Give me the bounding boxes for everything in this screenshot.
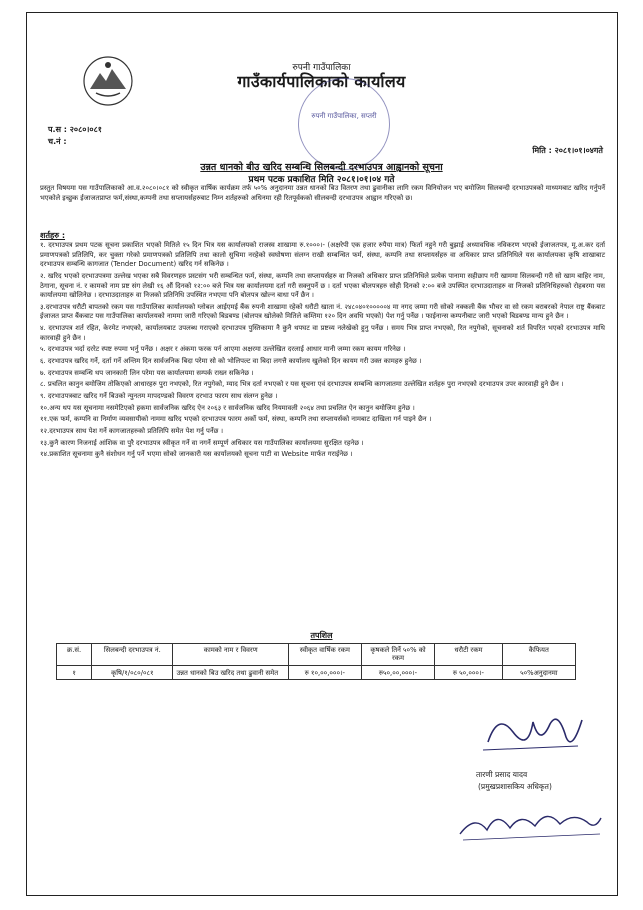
term-item: ७. दरभाउपत्र सम्बन्धि थप जानकारी लिन परेमा यस कार्यालयमा सम्पर्क राख्न सकिनेछ ।	[40, 368, 254, 377]
dispatch-number: च.नं :	[48, 137, 67, 146]
table-cell: रु५०,००,०००।-	[361, 665, 434, 679]
term-item: ९. दरभाउपत्रबाट खरिद गर्ने बिउको न्युनतम मापदण्डको विवरण दरभाउ फारम साथ संलग्न हुनेछ ।	[40, 391, 278, 400]
stamp-text: रुपनी गाउँपालिका, सप्तरी	[311, 112, 377, 120]
term-item: २. खरिद भएको दरभाउपत्रमा उल्लेख भएका सबै विवरणहरु प्रस्टसंग भरी सम्बन्धित फर्म, संस्था, कम्पनि तथा सप्लायर्सहरु वा निजको अधिकार प्राप्त प्रतिनिधिले प्रत्येक पानामा सहीछाप गरी खाममा सिलबन्दी गरी सो खाम बाहिर नाम, ठेगाना, सूचना नं. र कामको नाम प्रष्ट संग लेखी १६ औं दिनको १२:०० बजे भित्र यस कार्यालयमा दर्ता गरी सक्नुपर्ने छ । दर्ता भएका बोलपत्रहरु सोही दिनको २:०० बजे उपस्थित दरभाउदाताहरु वा निजको प्रतिनिधिहरुको रोहबरमा यस कार्यालयमा खोलिनेछ । दरभाउदाताहरु वा निजको प्रतिनिधि उपस्थित नभएमा पनि बोलपत्र खोल्न बाधा पर्ने छैन ।	[40, 271, 605, 300]
term-item: १२.दरभाउपत्र साथ पेश गर्ने कागजातहरुको प्रतिलिपि समेत पेश गर्नु पर्नेछ ।	[40, 426, 224, 435]
signatory-name: तारणी प्रसाद यादव	[476, 770, 528, 779]
signature-mark	[478, 702, 588, 762]
schedule-table	[56, 643, 576, 680]
table-cell: रु १०,००,०००।-	[288, 665, 361, 679]
table-cell: रु ५०,०००।-	[435, 665, 502, 679]
column-header: कामको नाम र विवरण	[173, 644, 288, 666]
term-item: ११.एक फर्म, कम्पनि वा निर्माण व्यवसायीको नाममा खरिद भएको दरभाउपत्र फारम अर्को फर्म, संस्था, कम्पनि तथा सप्लायर्सको नामबाट दाखिला गर्न पाइने छैन ।	[40, 415, 432, 424]
municipality-name: रुपनी गाउँपालिका	[292, 63, 351, 73]
notice-title: उन्नत धानको बीउ खरिद सम्बन्धि सिलबन्दी दरभाउपत्र आह्वानको सूचना	[200, 162, 443, 173]
term-item: ३.दरभाउपत्र धरौटी बापतको रकम यस गाउँपालिका कार्यालयको ग्लोबल आईएमई बैंक रुपनी शाखामा रहेको धरौटी खाता नं. २४८०४०१०००००४ मा नगद जम्मा गरी सोको नक्कली बैंक भौचर वा सो रकम बराबरको नेपाल राष्ट्र बैंकबाट ईजाजत प्राप्त बैंकबाट यस गाउँपालिका कार्यालयको नाममा जारी गरिएको बिडबण्ड (बोलपत्र खोलेको मितिले कम्तिमा १२० दिन अवधि भएको) पेश गर्नु पर्नेछ । फाईनान्स कम्पनीबाट जारी भएको बिडबण्ड मान्य हुने छैन ।	[40, 302, 605, 321]
letter-number: प.स : २०८०।०८१	[48, 125, 102, 134]
term-item: ६. दरभाउपत्र खरिद गर्ने, दर्ता गर्ने अन्तिम दिन सार्वजनिक बिदा परेमा सो को भोलिपल्ट वा बिदा लगत्तै कार्यालय खुलेको दिन कायम गरी उक्त कामहरु हुनेछ ।	[40, 357, 422, 366]
terms-heading: शर्तहरु :	[40, 231, 66, 240]
signatory-title: (प्रमुखप्रशासकिय अधिकृत)	[478, 782, 552, 791]
table-cell: ५०%अनुदानमा	[502, 665, 575, 679]
column-header: सिलबन्दी दरभाउपत्र नं.	[92, 644, 173, 666]
table-cell: उन्नत धानको बिउ खरिद तथा ढुवानी समेत	[173, 665, 288, 679]
office-stamp	[298, 78, 390, 170]
column-header: कृषकले तिर्ने ५०% को रकम	[361, 644, 434, 666]
column-header: कैफियत	[502, 644, 575, 666]
table-cell: १	[57, 665, 92, 679]
term-item: ५. दरभाउपत्र भर्दा दररेट स्पष्ट रुपमा भर्नु पर्नेछ । अक्षर र अंकमा फरक पर्न आएमा अक्षरमा उल्लेखित दरलाई आधार मानी जम्मा रकम कायम गरिनेछ ।	[40, 345, 406, 354]
term-item: ८. प्रचलित कानुन बमोजिम तोकिएको आधारहरु पुरा नभएको, रित नपुगेको, म्याद भित्र दर्ता नभएको र यस सूचना एवं दरभाउपत्र सम्बन्धि कागजातमा उल्लेखित शर्तहरु पुरा नभएको दरभाउपत्र उपर कारवाही हुने छैन ।	[40, 380, 564, 389]
notice-date: मिति : २०८१।०१।०४गते	[532, 146, 603, 155]
term-item: ४. दरभाउपत्र शर्त रहित, केरमेट नभएको, कार्यालयबाट उपलब्ध गराएको दरभाउपत्र पुस्तिकामा नै कुनै थपघट वा प्रष्टव्य नलेखेको हुनु पर्नेछ । समय भित्र प्राप्त नभएको, रित नपुगेको, सूचनाको शर्त विपरित भएको दरभाउपत्र माथि कारवाही हुने छैन ।	[40, 324, 605, 342]
notice-subtitle: प्रथम पटक प्रकाशित मिति २०८१।०१।०४ गते	[248, 175, 395, 185]
term-item: १. दरभाउपत्र प्रथम पटक सूचना प्रकाशित भएको मितिले १५ दिन भित्र यस कार्यालयको राजस्व शाखामा रु.१०००।- (अक्षरेपी एक हजार रुपैया मात्र) फिर्ता नहुने गरी बुझाई अध्यावधिक नविकरण भएको ईजाजतपत्र, मू.अ.कर दर्ता प्रमाणपत्रको प्रतिलिपि, कर चुक्ता गरेको प्रमाणपत्रको प्रतिलिपि तथा कालो सुचिमा नरहेको स्वघोषणा संलग्न राखी सम्बन्धित फर्म, संस्था, कम्पनि तथा सप्लायर्सहरु वा अधिकार प्राप्त प्रतिनिधिले यस कार्यालयका कृषि शाखाबाट दरभाउपत्र सम्बन्धि कागजात (Tender Document) खरिद गर्न सकिनेछ ।	[40, 241, 605, 269]
table-row	[57, 665, 576, 679]
terms-list	[40, 241, 605, 462]
term-item: १४.प्रकाशित सूचनामा कुनै संशोधन गर्नु पर्ने भएमा सोको जानकारी यस कार्यालयको सूचना पाटी वा Website मार्फत गराईनेछ ।	[40, 450, 353, 459]
column-header: क्र.सं.	[57, 644, 92, 666]
schedule-heading: तपशिल	[310, 631, 333, 640]
term-item: १३.कुनै कारण निजनाई आंशिक वा पुरै दरभाउपत्र स्वीकृत गर्ने वा नगर्ने सम्पूर्ण अधिकार यस गाउँपालिका कार्यालयमा सुरक्षित रहनेछ ।	[40, 438, 364, 447]
column-header: धरौटी रकम	[435, 644, 502, 666]
office-title: गाउँकार्यपालिकाको कार्यालय	[237, 72, 406, 91]
column-header: स्वीकृत वार्षिक रकम	[288, 644, 361, 666]
notice-intro: प्रस्तुत विषयमा यस गाउँपालिकाको आ.व.२०८०।०८१ को स्वीकृत वार्षिक कार्यक्रम तर्फ ५०% अनुदानमा उन्नत धानको बिउ वितरण तथा ढुवानीका लागि रकम विनियोजन भए बमोजिम सिलबन्दी दरभाउपत्रको माध्यमबाट खरिद गर्नुपर्ने भएकोले इच्छुक ईजाजतप्राप्त फर्म,संस्था,कम्पनी तथा सप्लायर्सहरुबाट निम्न शर्तहरुको अधिनमा रही रितपूर्वकको सीलबन्दी दरभाउपत्र आह्वान गरिएको छ।	[40, 184, 605, 202]
table-header-row	[57, 644, 576, 666]
term-item: १०.अन्य थप यस सूचनामा नसमेटिएको हकमा सार्वजनिक खरिद ऐन २०६३ र सार्वजनिक खरिद नियमावली २०६४ तथा प्रचलित ऐन कानुन बमोजिम हुनेछ ।	[40, 403, 415, 412]
table-cell: कृषि/१/०८०/०८१	[92, 665, 173, 679]
handwritten-stamp-mark	[455, 800, 605, 845]
